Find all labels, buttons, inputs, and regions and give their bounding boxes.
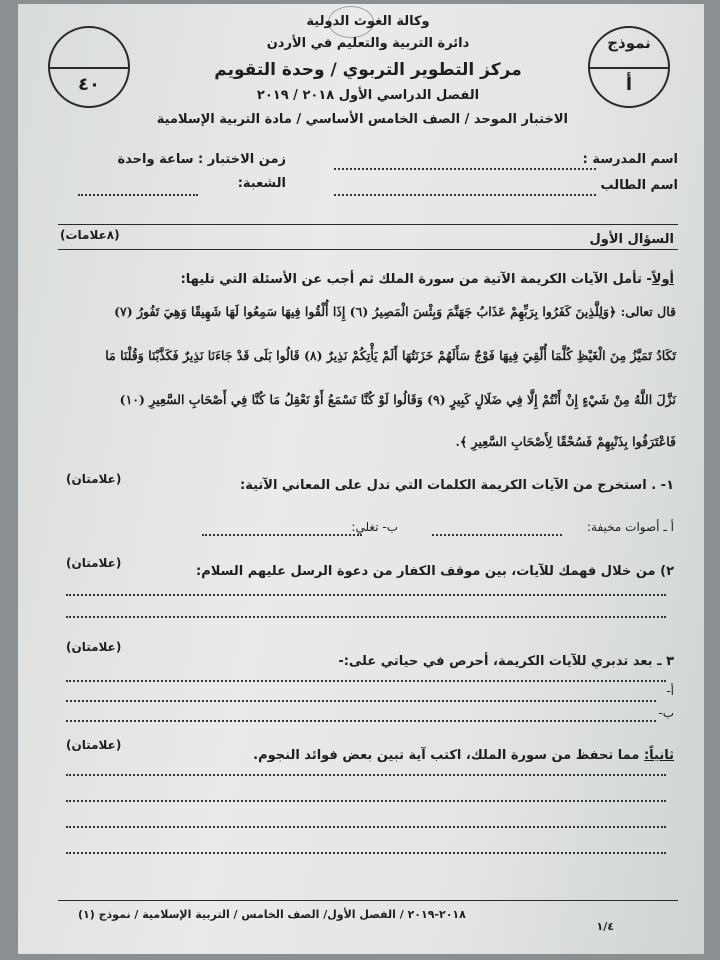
q1-a-label: أ ـ أصوات مخيفة: (587, 520, 674, 534)
school-label: اسم المدرسة : (582, 152, 678, 167)
page-number: ١/٤ (596, 920, 614, 933)
part2-body: مما تحفظ من سورة الملك، اكتب آية تبين بعض فوائد النجوم. (253, 748, 640, 763)
part2-text (253, 748, 674, 763)
q3-b-field[interactable] (66, 720, 656, 722)
department-name: دائرة التربية والتعليم في الأردن (266, 36, 470, 51)
model-divider (590, 67, 668, 69)
part2-marks: (علامتان) (66, 738, 122, 752)
footer-text: ٢٠١٨-٢٠١٩ / الفصل الأول/ الصف الخامس / التربية الإسلامية / نموذج (١) (78, 908, 466, 921)
score-divider (50, 67, 128, 69)
section-label: الشعبة: (237, 176, 286, 191)
center-name: مركز التطوير التربوي / وحدة التقويم (214, 60, 522, 80)
part2-answer-line-1[interactable] (66, 774, 666, 776)
footer-rule (58, 900, 678, 901)
part2-answer-line-4[interactable] (66, 852, 666, 854)
part2-lead: ثانياً: (643, 748, 674, 763)
question1-title: السؤال الأول (589, 232, 674, 247)
model-label: نموذج (607, 34, 651, 52)
question1-header (58, 224, 678, 250)
q1-a-field[interactable] (432, 534, 562, 536)
verse-line-3: نَزَّلَ اللَّهُ مِنْ شَيْءٍ إِنْ أَنْتُمْ إِلَّا فِي ضَلَالٍ كَبِيرٍ (٩) وَقَالُوا لَوْ كُنَّا نَسْمَعُ أَوْ نَعْقِلُ مَا كُنَّا فِي أَصْحَابِ السَّعِيرِ (١٠) (119, 392, 676, 407)
exam-title: الاختبار الموحد / الصف الخامس الأساسي / مادة التربية الإسلامية (156, 112, 568, 127)
q3-marks: (علامتان) (66, 640, 122, 654)
q1-marks: (علامتان) (66, 472, 122, 486)
verse-line-1: قال تعالى: ﴿وَلِلَّذِينَ كَفَرُوا بِرَبِّهِمْ عَذَابُ جَهَنَّمَ وَبِئْسَ الْمَصِيرُ (٦) إِذَا أُلْقُوا فِيهَا سَمِعُوا لَهَا شَهِيقًا وَهِيَ تَفُورُ (٧) (114, 304, 676, 319)
section-field[interactable] (78, 194, 198, 196)
q2-marks: (علامتان) (66, 556, 122, 570)
question1-marks: (٨علامات) (60, 228, 120, 242)
school-field[interactable] (334, 168, 596, 170)
agency-name: وكالة الغوث الدولية (306, 14, 430, 29)
score-box (48, 26, 130, 108)
q3-a-field[interactable] (66, 700, 656, 702)
time-label: زمن الاختبار : ساعة واحدة (117, 152, 286, 167)
part1-text: - تأمل الآيات الكريمة الآتية من سورة الملك ثم أجب عن الأسئلة التي تليها: (180, 272, 652, 287)
verse-line-4: فَاعْتَرَفُوا بِذَنْبِهِمْ فَسُحْقًا لِأَصْحَابِ السَّعِيرِ ﴾. (455, 434, 676, 449)
exam-sheet (18, 4, 704, 954)
q3-text: ٣ ـ بعد تدبري للآيات الكريمة، أحرص في حياتي على:- (338, 654, 674, 669)
part1-lead: أولاً (651, 272, 674, 287)
q2-answer-line-2[interactable] (66, 616, 666, 618)
model-box (588, 26, 670, 108)
student-label: اسم الطالب (600, 178, 678, 193)
q1-b-field[interactable] (202, 534, 362, 536)
part1-instruction (181, 272, 674, 287)
verse-line-2: تَكَادُ تَمَيَّزُ مِنَ الْغَيْظِ كُلَّمَا أُلْقِيَ فِيهَا فَوْجٌ سَأَلَهُمْ خَزَنَتُهَا أَلَمْ يَأْتِكُمْ نَذِيرٌ (٨) قَالُوا بَلَى قَدْ جَاءَنَا نَذِيرٌ فَكَذَّبْنَا وَقُلْنَا مَا (105, 348, 676, 363)
q3-a-label: أ- (666, 684, 674, 698)
q2-text: ٢) من خلال فهمك للآيات، بين موقف الكفار من دعوة الرسل عليهم السلام: (196, 564, 674, 579)
q1-b-label: ب- تغلي: (351, 520, 398, 534)
q2-answer-line-1[interactable] (66, 594, 666, 596)
model-value: أ (625, 74, 633, 95)
semester-line: الفصل الدراسي الأول ٢٠١٨ / ٢٠١٩ (256, 88, 480, 103)
q1-text: ١- . استخرج من الآيات الكريمة الكلمات التي تدل على المعاني الآتية: (240, 478, 674, 493)
part2-answer-line-2[interactable] (66, 800, 666, 802)
student-field[interactable] (334, 194, 596, 196)
q3-b-label: ب- (658, 706, 674, 720)
score-total: ٤٠ (78, 74, 100, 95)
part2-answer-line-3[interactable] (66, 826, 666, 828)
q3-answer-line-1[interactable] (66, 680, 666, 682)
